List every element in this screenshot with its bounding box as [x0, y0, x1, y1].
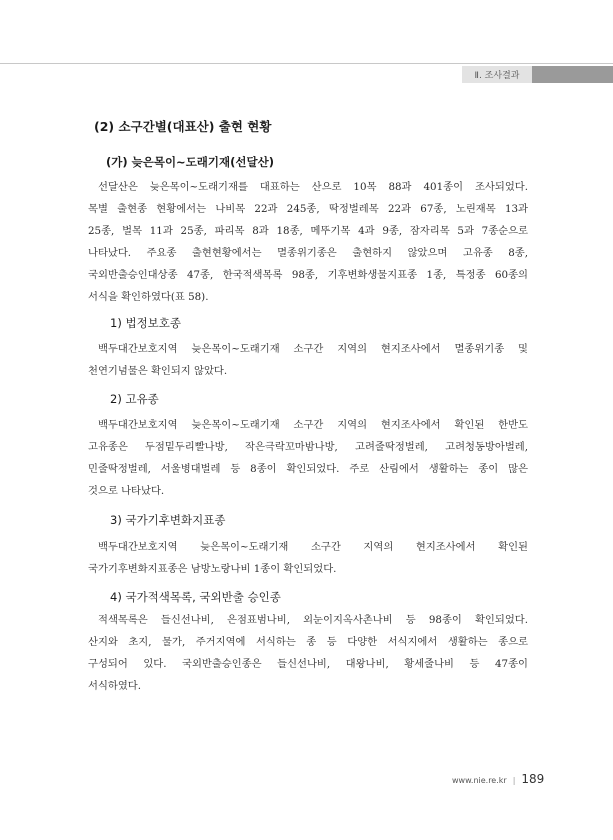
text-line: 백두대간보호지역 늦은목이~도래기재 소구간 지역의 현지조사에서 확인된 한반도: [98, 419, 528, 431]
text-line: 국가기후변화지표종은 남방노랑나비 1종이 확인되었다.: [88, 563, 337, 575]
chapter-tab-accent: [532, 66, 613, 83]
text-line: 고유종은 두점밑두리빨나방, 작은극락꼬마밤나방, 고려줄딱정벌레, 고려청동방아벌레,: [88, 441, 528, 453]
text-line: 구성되어 있다. 국외반출승인종은 들신선나비, 대왕나비, 황세줄나비 등 47종이: [88, 658, 528, 670]
text-line: 선달산은 늦은목이~도래기재를 대표하는 산으로 10목 88과 401종이 조사되었다.: [98, 181, 528, 193]
subsection-title-redlist: 4) 국가적색목록, 국외반출 승인종: [110, 590, 281, 604]
text-line: 산지와 초지, 물가, 주거지역에 서식하는 종 등 다양한 서식지에서 생활하는 종으로: [88, 636, 528, 648]
page-footer: [452, 772, 544, 786]
page-number: 189: [521, 772, 545, 786]
section-subtitle: (가) 늦은목이~도래기재(선달산): [106, 155, 274, 169]
text-line: 민줄딱정벌레, 서울병대벌레 등 8종이 확인되었다. 주로 산림에서 생활하는 종이 많은: [88, 463, 528, 475]
subsection-title-climate: 3) 국가기후변화지표종: [110, 513, 226, 527]
paragraph-redlist: [88, 609, 528, 697]
text-line: 25종, 벌목 11과 25종, 파리목 8과 18종, 메뚜기목 4과 9종, 잠자리목 5과 7종순으로: [88, 225, 528, 237]
section-title: (2) 소구간별(대표산) 출현 현황: [94, 119, 272, 134]
text-line: 백두대간보호지역 늦은목이~도래기재 소구간 지역의 현지조사에서 멸종위기종 및: [98, 343, 528, 355]
paragraph-protected: [88, 338, 528, 382]
text-line: 서식을 확인하였다(표 58).: [88, 291, 209, 303]
text-line: 적색목록은 들신선나비, 은점표범나비, 외눈이지옥사촌나비 등 98종이 확인되었다.: [98, 614, 528, 626]
subsection-title-endemic: 2) 고유종: [110, 392, 159, 406]
paragraph-endemic: [88, 414, 528, 502]
text-line: 나타났다. 주요종 출현현황에서는 멸종위기종은 출현하지 않았으며 고유종 8종,: [88, 247, 528, 259]
subsection-title-protected: 1) 법정보호종: [110, 316, 182, 330]
text-line: 천연기념물은 확인되지 않았다.: [88, 365, 228, 377]
text-line: 것으로 나타났다.: [88, 485, 165, 497]
header-rule: [0, 63, 613, 64]
chapter-label: Ⅱ. 조사결과: [462, 66, 532, 83]
text-line: 백두대간보호지역 늦은목이~도래기재 소구간 지역의 현지조사에서 확인된: [98, 541, 528, 553]
text-line: 국외반출승인대상종 47종, 한국적색목록 98종, 기후변화생물지표종 1종, 특정종 60종의: [88, 269, 528, 281]
intro-paragraph: [88, 176, 528, 308]
text-line: 목별 출현종 현황에서는 나비목 22과 245종, 딱정벌레목 22과 67종, 노린재목 13과: [88, 203, 528, 215]
text-line: 서식하였다.: [88, 680, 142, 692]
footer-separator: |: [512, 776, 516, 785]
footer-url[interactable]: www.nie.re.kr: [452, 776, 507, 785]
paragraph-climate: [88, 536, 528, 580]
